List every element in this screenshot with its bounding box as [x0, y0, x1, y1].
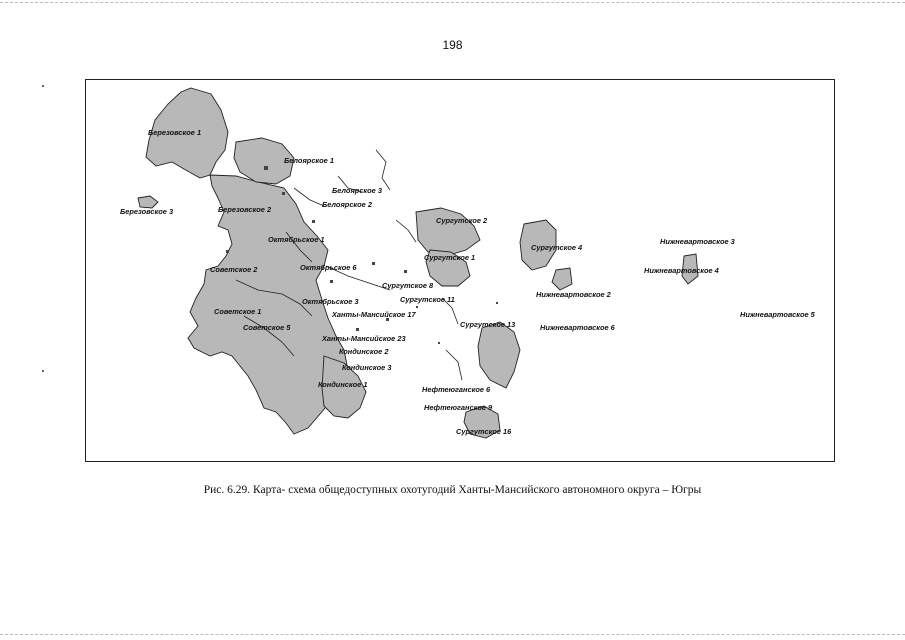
label-surgutskoe-4: Сургутское 4 — [531, 243, 583, 252]
label-berezovskoe-1: Березовское 1 — [148, 128, 202, 137]
boundary-line — [446, 350, 462, 380]
label-surgutskoe-1: Сургутское 1 — [424, 253, 476, 262]
boundary-line — [396, 220, 416, 242]
page-number: 198 — [442, 38, 463, 52]
label-nizhnevartovskoe-3: Нижневартовское 3 — [660, 237, 735, 246]
label-beloyarskoe-2: Белоярское 2 — [322, 200, 372, 209]
patch — [416, 306, 418, 308]
label-nefteyuganskoe-6: Нефтеюганское 6 — [422, 385, 491, 394]
label-sovetskoe-2: Советское 2 — [210, 265, 258, 274]
patch — [264, 166, 268, 170]
label-surgutskoe-11: Сургутское 11 — [400, 295, 455, 304]
patch — [226, 250, 229, 253]
margin-dot — [42, 370, 44, 372]
hunting-grounds-map — [86, 80, 836, 463]
label-berezovskoe-3: Березовское 3 — [120, 207, 174, 216]
patch — [372, 262, 375, 265]
label-oktyabrskoe-3: Октябрьское 3 — [302, 297, 359, 306]
patch — [356, 328, 359, 331]
label-kondinskoe-1: Кондинское 1 — [318, 380, 368, 389]
label-surgutskoe-2: Сургутское 2 — [436, 216, 488, 225]
label-surgutskoe-16: Сургутское 16 — [456, 427, 512, 436]
label-sovetskoe-5: Советское 5 — [243, 323, 291, 332]
label-surgutskoe-8: Сургутское 8 — [382, 281, 434, 290]
figure-caption: Рис. 6.29. Карта- схема общедоступных охотугодий Ханты-Мансийского автономного округа – Югры — [203, 484, 702, 496]
label-khanty-mansiyskoe-17: Ханты-Мансийское 17 — [332, 310, 416, 319]
boundary-line — [294, 188, 324, 206]
label-oktyabrskoe-1: Октябрьское 1 — [268, 235, 325, 244]
label-kondinskoe-3: Кондинское 3 — [342, 363, 392, 372]
margin-dot — [42, 85, 44, 87]
patch — [282, 192, 285, 195]
label-surgutskoe-13: Сургутское 13 — [460, 320, 516, 329]
label-nizhnevartovskoe-2: Нижневартовское 2 — [536, 290, 611, 299]
patch — [312, 220, 315, 223]
label-khanty-mansiyskoe-23: Ханты-Мансийское 23 — [322, 334, 406, 343]
label-nizhnevartovskoe-4: Нижневартовское 4 — [644, 266, 719, 275]
patch — [496, 302, 498, 304]
label-berezovskoe-2: Березовское 2 — [218, 205, 272, 214]
area-surgutskoe-13 — [478, 322, 520, 388]
boundary-line — [376, 150, 390, 190]
label-nizhnevartovskoe-5: Нижневартовское 5 — [740, 310, 815, 319]
label-beloyarskoe-1: Белоярское 1 — [284, 156, 334, 165]
map-frame — [85, 79, 835, 462]
hunting-areas — [138, 88, 698, 438]
scan-edge-top — [0, 2, 905, 3]
label-beloyarskoe-3: Белоярское 3 — [332, 186, 382, 195]
label-sovetskoe-1: Советское 1 — [214, 307, 262, 316]
patch — [438, 342, 440, 344]
scan-edge-bottom — [0, 634, 905, 635]
label-nizhnevartovskoe-6: Нижневартовское 6 — [540, 323, 615, 332]
patch — [404, 270, 407, 273]
label-kondinskoe-2: Кондинское 2 — [339, 347, 389, 356]
patch — [330, 280, 333, 283]
label-nefteyuganskoe-9: Нефтеюганское 9 — [424, 403, 493, 412]
area-nizhnevartovskoe-2 — [552, 268, 572, 290]
label-oktyabrskoe-6: Октябрьское 6 — [300, 263, 357, 272]
